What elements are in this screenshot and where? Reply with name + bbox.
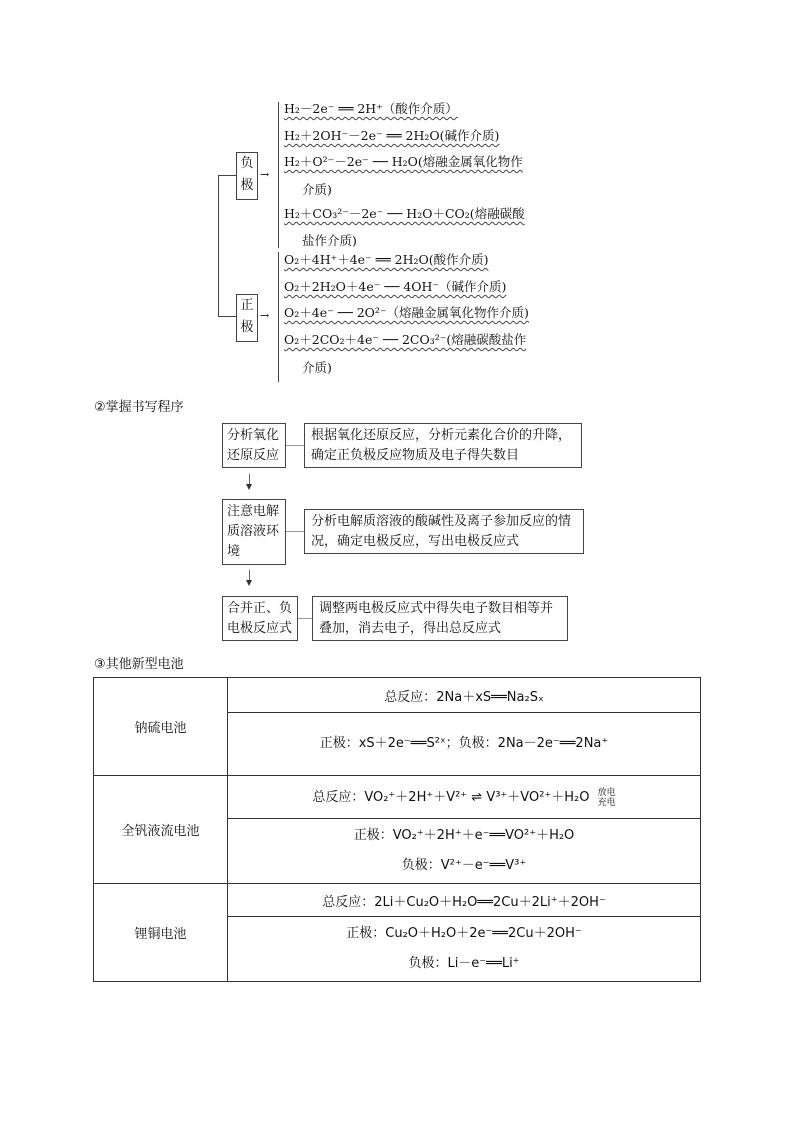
step2-down-line <box>249 570 250 580</box>
anode-eq-3-cont: 介质) <box>302 182 332 197</box>
electrode-line: 正极：Cu₂O＋H₂O＋2e⁻══2Cu＋2OH⁻ <box>346 926 582 941</box>
battery-table <box>93 677 701 982</box>
anode-eq-4-cont: 盐作介质) <box>302 233 357 248</box>
step3-connector <box>298 618 312 619</box>
total-reaction-text: 总反应：VO₂⁺＋2H⁺＋V²⁺ ⇌ V³⁺＋VO²⁺＋H₂O <box>312 790 590 806</box>
section2-heading: ②掌握书写程序 <box>94 400 184 415</box>
electrode-reactions <box>228 713 701 776</box>
step1-title: 分析氧化还原反应 <box>222 423 286 468</box>
anode-eq-1: H₂－2e⁻ ══ 2H⁺（酸作介质） <box>284 101 458 116</box>
cathode-arrow-icon: → <box>260 309 270 322</box>
anode-label-box: 负 极 <box>236 152 258 200</box>
anode-brace <box>278 102 279 248</box>
tree-main-bracket <box>218 175 219 317</box>
electrode-line: 正极：VO₂⁺＋2H⁺＋e⁻══VO²⁺＋H₂O <box>353 828 575 843</box>
cathode-label-box: 正 极 <box>236 294 258 342</box>
battery-name: 全钒液流电池 <box>94 776 228 884</box>
anode-eq-4: H₂＋CO₃²⁻－2e⁻ ── H₂O＋CO₂(熔融碳酸 <box>284 206 525 221</box>
cathode-eq-4-cont: 介质) <box>302 360 332 375</box>
electrode-reactions <box>228 917 701 982</box>
table-row <box>94 776 701 819</box>
section3-heading: ③其他新型电池 <box>94 657 184 672</box>
battery-name: 锂铜电池 <box>94 884 228 982</box>
total-reaction: 总反应：2Na＋xS══Na₂Sₓ <box>228 678 701 713</box>
electrode-line: 负极：V²⁺－e⁻══V³⁺ <box>401 858 527 873</box>
total-reaction: 总反应：2Li＋Cu₂O＋H₂O══2Cu＋2Li⁺＋2OH⁻ <box>228 884 701 917</box>
electrode-reactions <box>228 819 701 884</box>
cathode-eq-4: O₂＋2CO₂＋4e⁻ ── 2CO₃²⁻(熔融碳酸盐作 <box>284 332 527 347</box>
battery-name: 钠硫电池 <box>94 678 228 776</box>
step3-title: 合并正、负电极反应式 <box>222 596 298 641</box>
step1-desc: 根据氧化还原反应，分析元素化合价的升降，确定正负极反应物质及电子得失数目 <box>304 423 582 468</box>
electrode-line: 正极：xS＋2e⁻══S²ˣ；负极：2Na－2e⁻══2Na⁺ <box>319 736 609 751</box>
cathode-eq-3: O₂＋4e⁻ ── 2O²⁻（熔融金属氧化物作介质) <box>284 305 529 320</box>
tree-branch-anode <box>218 175 236 176</box>
step2-down-arrow-icon <box>246 580 252 586</box>
step1-down-line <box>249 474 250 484</box>
step2-desc: 分析电解质溶液的酸碱性及离子参加反应的情况，确定电极反应，写出电极反应式 <box>304 509 584 554</box>
anode-eq-2: H₂＋2OH⁻－2e⁻ ══ 2H₂O(碱作介质) <box>284 128 500 143</box>
cathode-brace <box>278 252 279 382</box>
table-row <box>94 678 701 713</box>
step2-connector <box>286 531 304 532</box>
cathode-eq-2: O₂＋2H₂O＋4e⁻ ── 4OH⁻（碱作介质) <box>284 279 507 294</box>
charge-label: 充电 <box>597 797 616 808</box>
anode-arrow-icon: → <box>260 168 270 181</box>
tree-branch-cathode <box>218 316 236 317</box>
reversible-arrow-labels <box>598 788 616 808</box>
step3-desc: 调整两电极反应式中得失电子数目相等并叠加，消去电子，得出总反应式 <box>312 596 568 641</box>
electrode-line: 负极：Li－e⁻══Li⁺ <box>408 956 520 971</box>
total-reaction <box>228 776 701 819</box>
cathode-eq-1: O₂＋4H⁺＋4e⁻ ══ 2H₂O(酸作介质) <box>284 252 489 267</box>
step2-title: 注意电解质溶液环境 <box>222 499 286 565</box>
anode-eq-3: H₂＋O²⁻－2e⁻ ── H₂O(熔融金属氧化物作 <box>284 154 523 169</box>
step1-connector <box>286 445 304 446</box>
discharge-label: 放电 <box>597 787 616 798</box>
step1-down-arrow-icon <box>246 484 252 490</box>
table-row <box>94 884 701 917</box>
